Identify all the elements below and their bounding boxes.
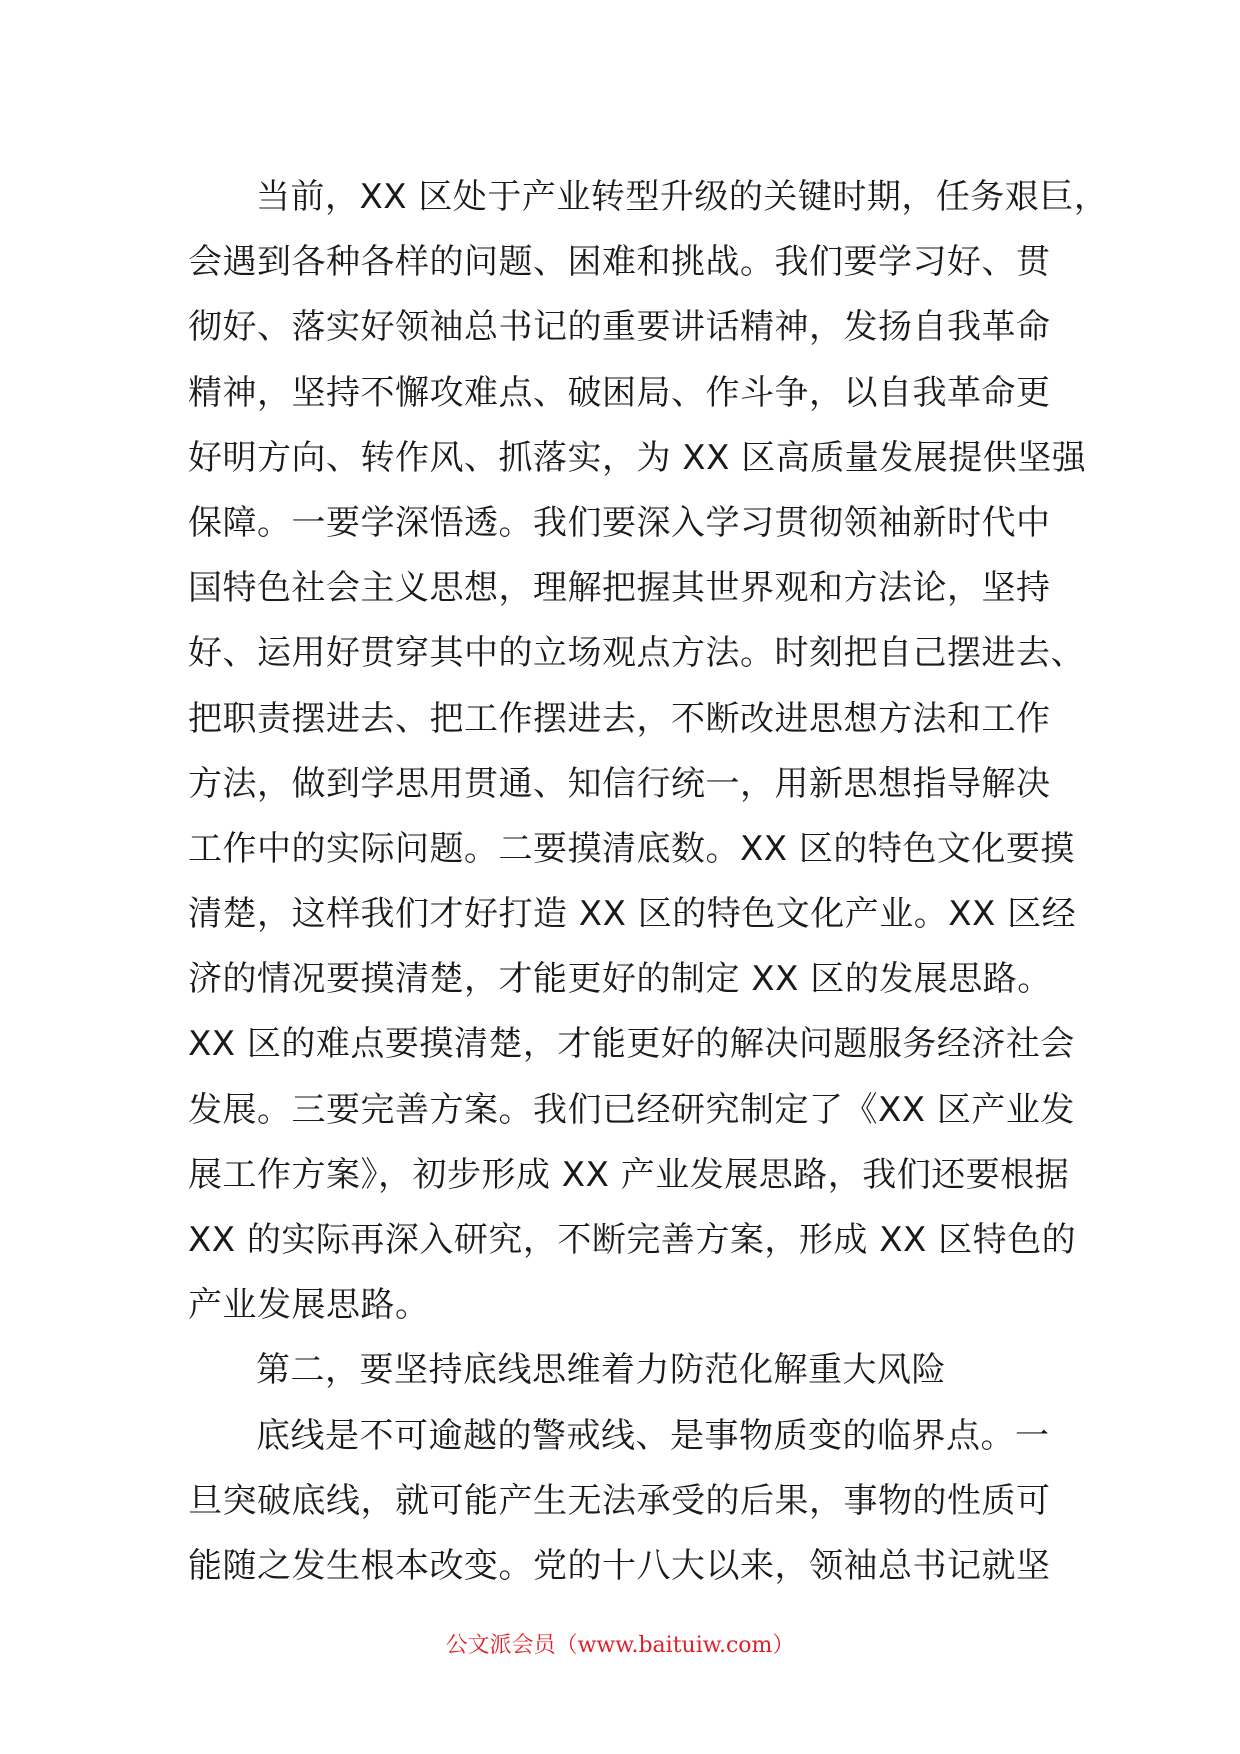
paragraph-line: 发展。三要完善方案。我们已经研究制定了《XX 区产业发 bbox=[188, 1089, 1075, 1130]
paragraph-line: 好明方向、转作风、抓落实，为 XX 区高质量发展提供坚强 bbox=[188, 437, 1087, 478]
section-heading: 第二，要坚持底线思维着力防范化解重大风险 bbox=[256, 1350, 946, 1391]
paragraph-line: 方法，做到学思用贯通、知信行统一，用新思想指导解决 bbox=[188, 763, 1051, 804]
paragraph-line: 彻好、落实好领袖总书记的重要讲话精神，发扬自我革命 bbox=[188, 307, 1051, 348]
paragraph-line: 能随之发生根本改变。党的十八大以来，领袖总书记就坚 bbox=[188, 1545, 1051, 1586]
paragraph-line: 旦突破底线，就可能产生无法承受的后果，事物的性质可 bbox=[188, 1480, 1051, 1521]
paragraph-line: 会遇到各种各样的问题、困难和挑战。我们要学习好、贯 bbox=[188, 242, 1051, 283]
paragraph-line: 好、运用好贯穿其中的立场观点方法。时刻把自己摆进去、 bbox=[188, 633, 1085, 674]
paragraph-line: 保障。一要学深悟透。我们要深入学习贯彻领袖新时代中 bbox=[188, 502, 1051, 543]
paragraph-line: XX 区的难点要摸清楚，才能更好的解决问题服务经济社会 bbox=[188, 1024, 1075, 1065]
paragraph-line: XX 的实际再深入研究，不断完善方案，形成 XX 区特色的 bbox=[188, 1220, 1077, 1260]
paragraph-line: 工作中的实际问题。二要摸清底数。XX 区的特色文化要摸 bbox=[188, 828, 1075, 869]
document-body bbox=[188, 165, 1109, 1599]
paragraph-line: 精神，坚持不懈攻难点、破困局、作斗争，以自我革命更 bbox=[188, 372, 1051, 413]
paragraph-line: 济的情况要摸清楚，才能更好的制定 XX 区的发展思路。 bbox=[188, 959, 1052, 1000]
paragraph-line: 展工作方案》，初步形成 XX 产业发展思路，我们还要根据 bbox=[188, 1154, 1070, 1195]
paragraph-line: 产业发展思路。 bbox=[188, 1285, 430, 1326]
paragraph-line: 当前，XX 区处于产业转型升级的关键时期，任务艰巨， bbox=[256, 177, 1109, 217]
paragraph-line: 国特色社会主义思想，理解把握其世界观和方法论，坚持 bbox=[188, 568, 1051, 609]
paragraph-line: 清楚，这样我们才好打造 XX 区的特色文化产业。XX 区经 bbox=[188, 894, 1077, 935]
paragraph-line: 把职责摆进去、把工作摆进去，不断改进思想方法和工作 bbox=[188, 698, 1051, 739]
footer-watermark: 公文派会员（www.baituiw.com） bbox=[445, 1633, 795, 1658]
paragraph-line: 底线是不可逾越的警戒线、是事物质变的临界点。一 bbox=[256, 1415, 1050, 1456]
